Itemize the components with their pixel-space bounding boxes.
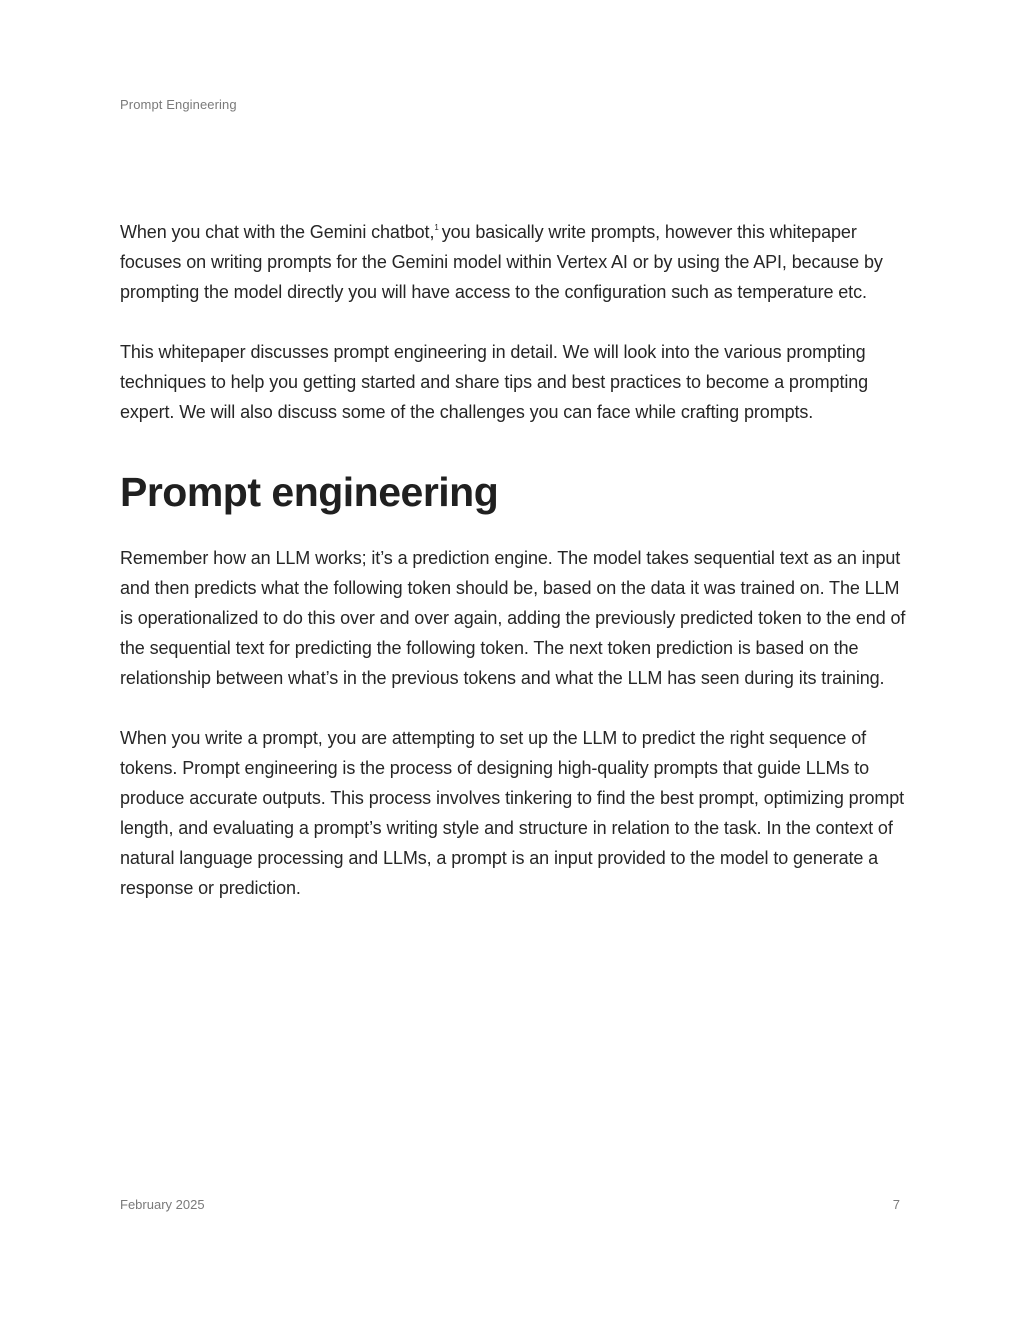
footnote-reference[interactable]: 1: [434, 223, 439, 232]
intro-paragraph-2: This whitepaper discusses prompt engineering in detail. We will look into the various prompting techniques to help you getting started and share tips and best practices to become a prompting expert. We will also discuss some of the challenges you can face while crafting prompts.: [120, 342, 869, 422]
footer-date: February 2025: [120, 1197, 205, 1212]
section-paragraph-1: Remember how an LLM works; it’s a prediction engine. The model takes sequential text as an input and then predicts what the following token should be, based on the data it was trained on. The LLM is operationalized to do this over and over again, adding the previously predicted token to the end of the sequential text for predicting the following token. The next token prediction is based on the relationship between what’s in the previous tokens and what the LLM has seen during its training.: [120, 548, 906, 688]
section-heading: Prompt engineering: [120, 469, 499, 515]
page-number: 7: [892, 1197, 900, 1212]
intro-paragraph-1-text-start: When you chat with the Gemini chatbot,: [120, 222, 435, 242]
page-content: [120, 217, 910, 933]
running-header: Prompt Engineering: [120, 97, 237, 112]
intro-paragraph-1: [120, 217, 910, 307]
section-paragraph-2: When you write a prompt, you are attempting to set up the LLM to predict the right sequence of tokens. Prompt engineering is the process of designing high-quality prompts that guide LLMs to produce accurate outputs. This process involves tinkering to find the best prompt, optimizing prompt length, and evaluating a prompt’s writing style and structure in relation to the task. In the context of natural language processing and LLMs, a prompt is an input provided to the model to generate a response or prediction.: [120, 728, 905, 898]
intro-paragraph-1-text-end: you basically write prompts, however this whitepaper focuses on writing prompts for the Gemini model within Vertex AI or by using the API, because by prompting the model directly you will have access to the configuration such as temperature etc.: [120, 222, 883, 302]
